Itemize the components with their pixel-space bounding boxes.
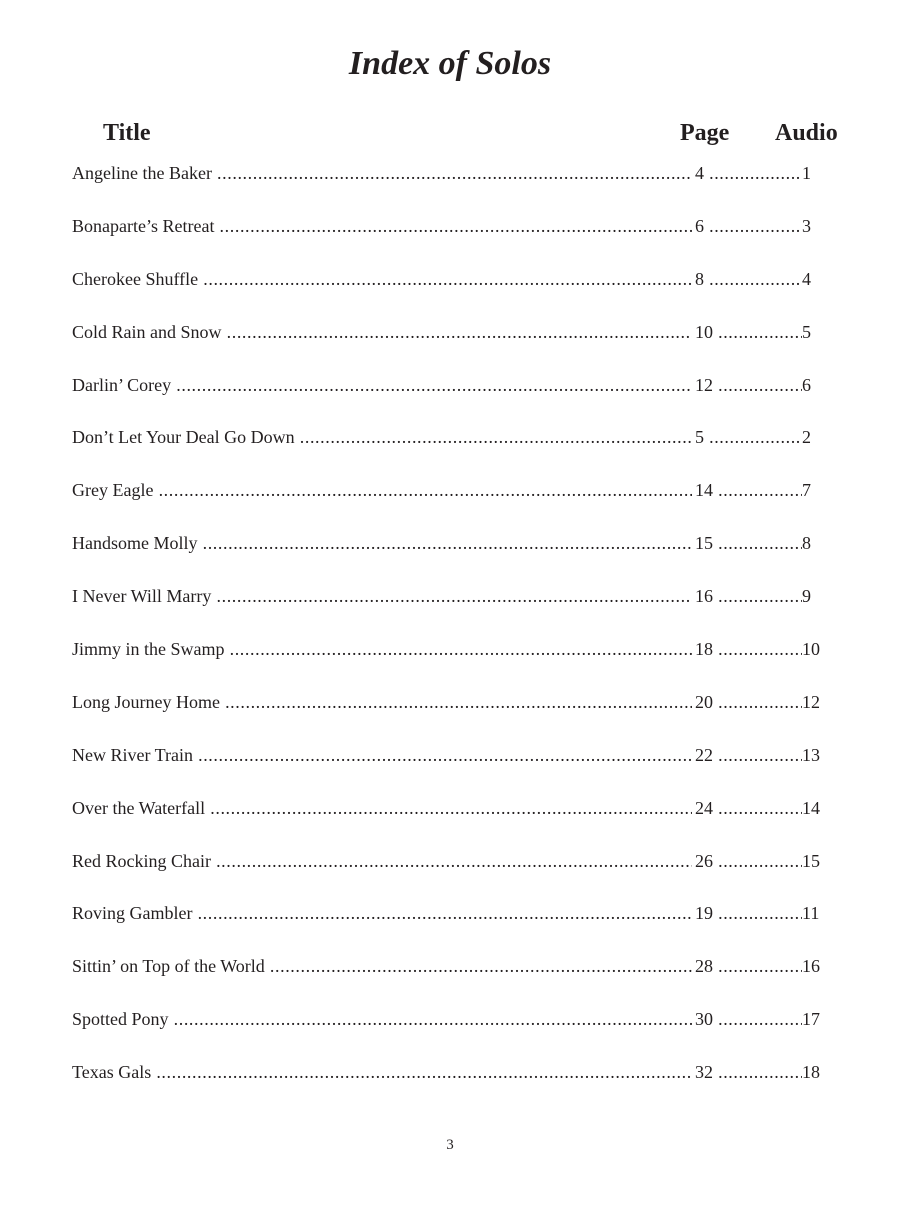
list-item <box>72 848 832 901</box>
solo-title: Over the Waterfall ..... <box>72 795 692 821</box>
page-ref: 26 ..... <box>695 848 802 874</box>
solo-title: Jimmy in the Swamp ..... <box>72 636 692 662</box>
page-number: 3 <box>446 1137 454 1153</box>
solo-title: Texas Gals ..... <box>72 1059 692 1085</box>
solo-title: Handsome Molly ..... <box>72 530 692 556</box>
page-ref: 19 ..... <box>695 900 802 926</box>
page-ref: 24 ..... <box>695 795 802 821</box>
list-item <box>72 266 832 319</box>
audio-track: 11 <box>802 903 820 924</box>
audio-track: 14 <box>802 797 820 818</box>
list-item <box>72 477 832 530</box>
list-item <box>72 530 832 583</box>
audio-track: 9 <box>802 586 811 607</box>
audio-track: 10 <box>802 639 820 660</box>
list-item <box>72 689 832 742</box>
solo-title: Roving Gambler ..... <box>72 900 692 926</box>
audio-track: 13 <box>802 744 820 765</box>
audio-track: 15 <box>802 850 820 871</box>
audio-track: 16 <box>802 956 820 977</box>
list-item <box>72 160 832 213</box>
list-item <box>72 319 832 372</box>
page-title: Index of Solos <box>348 45 552 82</box>
solo-title: Don’t Let Your Deal Go Down ..... <box>72 424 692 450</box>
audio-track: 17 <box>802 1009 820 1030</box>
solo-title: Cherokee Shuffle ..... <box>72 266 692 292</box>
audio-track: 2 <box>802 427 811 448</box>
audio-track: 3 <box>802 215 811 236</box>
page-ref: 22 ..... <box>695 742 802 768</box>
page-ref: 6 ..... <box>695 213 802 239</box>
list-item <box>72 1059 832 1112</box>
page-ref: 14 ..... <box>695 477 802 503</box>
audio-track: 4 <box>802 268 811 289</box>
audio-track: 5 <box>802 321 811 342</box>
page-ref: 10 ..... <box>695 319 802 345</box>
solo-title: Red Rocking Chair ..... <box>72 848 692 874</box>
page-ref: 16 ..... <box>695 583 802 609</box>
list-item <box>72 583 832 636</box>
list-item <box>72 795 832 848</box>
page-ref: 5 ..... <box>695 424 802 450</box>
page-ref: 30 ..... <box>695 1006 802 1032</box>
audio-track: 18 <box>802 1062 820 1083</box>
page-ref: 4 ..... <box>695 160 802 186</box>
audio-track: 7 <box>802 480 811 501</box>
solo-title: Spotted Pony ..... <box>72 1006 692 1032</box>
page-ref: 32 ..... <box>695 1059 802 1085</box>
page-ref: 12 ..... <box>695 372 802 398</box>
list-item <box>72 636 832 689</box>
page-ref: 18 ..... <box>695 636 802 662</box>
audio-track: 1 <box>802 163 811 183</box>
page-ref: 20 ..... <box>695 689 802 715</box>
solo-title: I Never Will Marry ..... <box>72 583 692 609</box>
column-header-title: Title <box>103 120 151 146</box>
list-item <box>72 1006 832 1059</box>
solo-title: Darlin’ Corey ..... <box>72 372 692 398</box>
solo-title: New River Train ..... <box>72 742 692 768</box>
audio-track: 8 <box>802 533 811 554</box>
list-item <box>72 742 832 795</box>
list-item <box>72 424 832 477</box>
page-ref: 15 ..... <box>695 530 802 556</box>
column-header-page: Page <box>680 120 730 146</box>
solo-title: Cold Rain and Snow ..... <box>72 319 692 345</box>
solo-index-list <box>72 160 832 1112</box>
list-item <box>72 953 832 1006</box>
solo-title: Long Journey Home ..... <box>72 689 692 715</box>
solo-title: Sittin’ on Top of the World ..... <box>72 953 692 979</box>
audio-track: 6 <box>802 374 811 395</box>
solo-title: Angeline the Baker ..... <box>72 160 692 186</box>
page-ref: 28 ..... <box>695 953 802 979</box>
solo-title: Bonaparte’s Retreat ..... <box>72 213 692 239</box>
page-ref: 8 ..... <box>695 266 802 292</box>
solo-title: Grey Eagle ..... <box>72 477 692 503</box>
list-item <box>72 900 832 953</box>
list-item <box>72 372 832 425</box>
list-item <box>72 213 832 266</box>
column-header-audio: Audio <box>775 120 838 146</box>
audio-track: 12 <box>802 691 820 712</box>
